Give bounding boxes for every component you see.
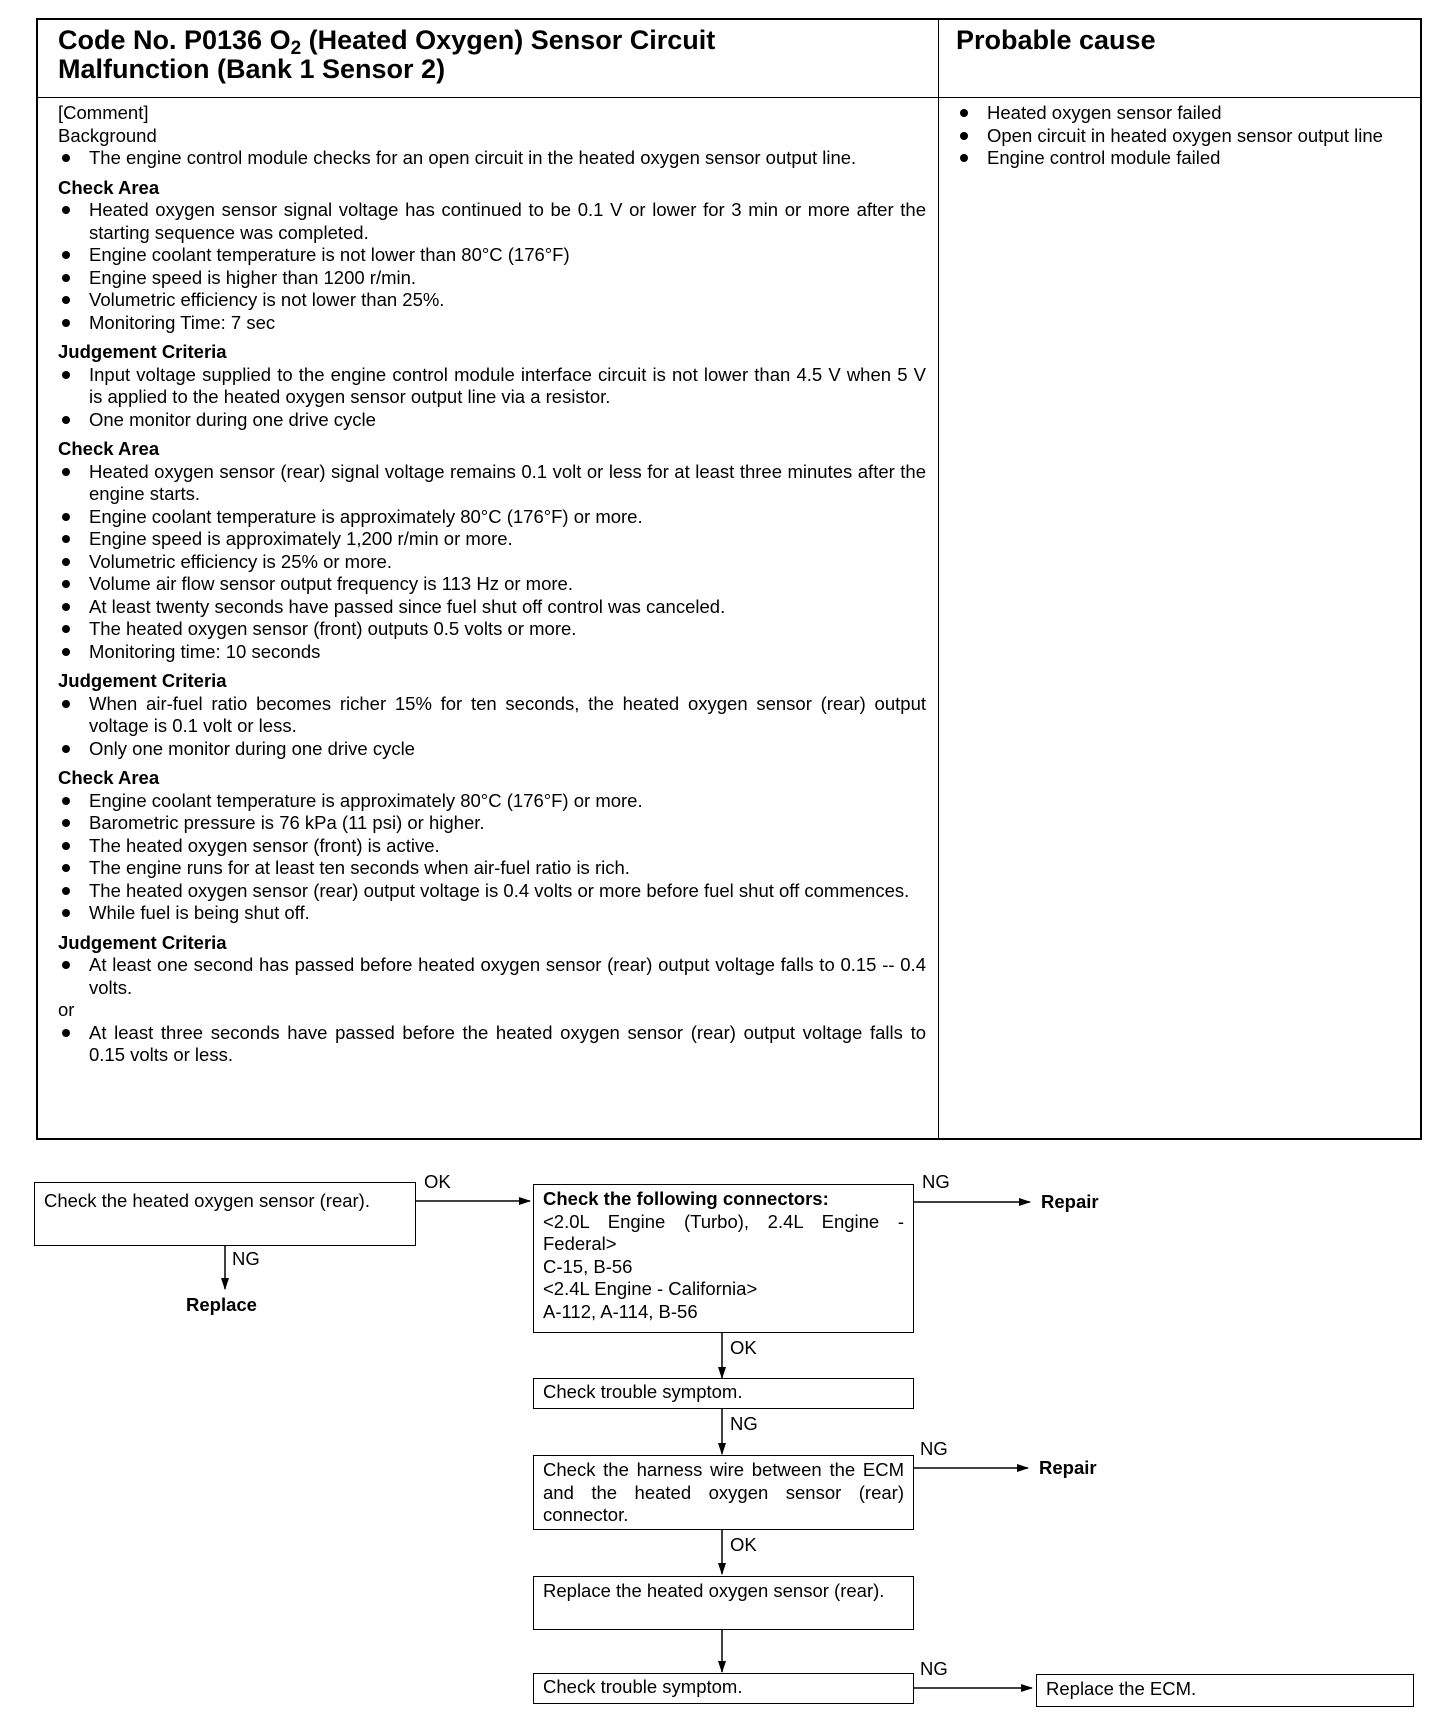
list-item: Monitoring Time: 7 sec	[58, 312, 926, 335]
list-item: Engine control module failed	[956, 147, 1404, 170]
connectors-line1: <2.0L Engine (Turbo), 2.4L Engine - Federal>	[543, 1210, 904, 1254]
list-item: Engine coolant temperature is approximately 80°C (176°F) or more.	[58, 790, 926, 813]
flow-box-replace-sensor	[533, 1576, 914, 1630]
or-label: or	[58, 999, 75, 1020]
repair-label: Repair	[1041, 1191, 1099, 1212]
section-title: Judgement Criteria	[58, 931, 227, 953]
list-item: Only one monitor during one drive cycle	[58, 738, 926, 761]
list-item: Monitoring time: 10 seconds	[58, 641, 926, 664]
section-title: Judgement Criteria	[58, 341, 227, 362]
list-item: The heated oxygen sensor (front) is active.	[58, 835, 926, 858]
repair-label: Repair	[1039, 1457, 1097, 1478]
list-item: Heated oxygen sensor failed	[956, 102, 1404, 125]
list-item: Volumetric efficiency is 25% or more.	[58, 551, 926, 574]
ok-label: OK	[424, 1171, 451, 1192]
connectors-line2: C-15, B-56	[543, 1255, 633, 1277]
ng-label: NG	[920, 1438, 948, 1459]
list-item: At least three seconds have passed before the heated oxygen sensor (rear) output voltage falls to 0.15 volts or less.	[58, 1022, 926, 1067]
list-item: One monitor during one drive cycle	[58, 409, 926, 432]
list-item: Engine coolant temperature is approximately 80°C (176°F) or more.	[58, 506, 926, 529]
list-item: Volumetric efficiency is not lower than 25%.	[58, 289, 926, 312]
section-title: Check Area	[58, 767, 160, 788]
flow-box-text: Check trouble symptom.	[543, 1676, 743, 1697]
ng-label: NG	[920, 1658, 948, 1679]
list-item: At least one second has passed before heated oxygen sensor (rear) output voltage falls to 0.15 -- 0.4 volts.	[58, 954, 926, 999]
list-item: Engine speed is higher than 1200 r/min.	[58, 267, 926, 290]
flow-box-text: Check the harness wire between the ECM and the heated oxygen sensor (rear) connector.	[543, 1459, 904, 1525]
title-rest: (Heated Oxygen) Sensor Circuit	[301, 25, 716, 55]
list-item: The engine control module checks for an open circuit in the heated oxygen sensor output line.	[58, 147, 926, 170]
flow-box-text: Check the heated oxygen sensor (rear).	[44, 1190, 370, 1211]
ng-label: NG	[232, 1248, 260, 1269]
list-item: Input voltage supplied to the engine control module interface circuit is not lower than 4.5 V when 5 V is applied to the heated oxygen sensor output line via a resistor.	[58, 364, 926, 409]
list-item: The engine runs for at least ten seconds when air-fuel ratio is rich.	[58, 857, 926, 880]
ng-label: NG	[922, 1171, 950, 1192]
section-title: Judgement Criteria	[58, 670, 227, 691]
list-item: While fuel is being shut off.	[58, 902, 926, 925]
flow-box-trouble-symptom-1	[533, 1378, 914, 1409]
connectors-line3: <2.4L Engine - California>	[543, 1278, 758, 1299]
comment-label: [Comment]	[58, 102, 149, 123]
list-item: Open circuit in heated oxygen sensor output line	[956, 125, 1404, 148]
list-item: The heated oxygen sensor (rear) output voltage is 0.4 volts or more before fuel shut off commences.	[58, 880, 926, 903]
list-item: Heated oxygen sensor (rear) signal voltage remains 0.1 volt or less for at least three minutes after the engine starts.	[58, 461, 926, 506]
flow-box-text: Replace the heated oxygen sensor (rear).	[543, 1580, 885, 1601]
connectors-line4: A-112, A-114, B-56	[543, 1300, 698, 1322]
title-line2: Malfunction (Bank 1 Sensor 2)	[58, 54, 446, 84]
list-item: At least twenty seconds have passed since fuel shut off control was canceled.	[58, 596, 926, 619]
list-item: Heated oxygen sensor signal voltage has continued to be 0.1 V or lower for 3 min or more after the starting sequence was completed.	[58, 199, 926, 244]
title-prefix: Code No. P0136 O	[58, 25, 291, 55]
list-item: Volume air flow sensor output frequency is 113 Hz or more.	[58, 573, 926, 596]
connectors-title: Check the following connectors:	[543, 1188, 829, 1209]
replace-label: Replace	[186, 1294, 257, 1315]
list-item: When air-fuel ratio becomes richer 15% for ten seconds, the heated oxygen sensor (rear) output voltage is 0.1 volt or less.	[58, 693, 926, 738]
probable-cause-heading: Probable cause	[956, 25, 1156, 55]
flow-box-replace-ecm	[1036, 1674, 1414, 1707]
section-title: Check Area	[58, 438, 160, 459]
flow-box-text: Replace the ECM.	[1046, 1678, 1197, 1699]
ok-label: OK	[730, 1337, 757, 1358]
list-item: Engine coolant temperature is not lower than 80°C (176°F)	[58, 244, 926, 267]
flow-box-check-sensor	[34, 1182, 416, 1246]
ok-label: OK	[730, 1534, 757, 1555]
list-item: Engine speed is approximately 1,200 r/min or more.	[58, 528, 926, 551]
ng-label: NG	[730, 1413, 758, 1434]
section-title: Check Area	[58, 176, 160, 198]
flow-box-trouble-symptom-2	[533, 1673, 914, 1704]
flow-box-check-connectors	[533, 1184, 914, 1333]
flow-box-check-harness	[533, 1455, 914, 1530]
list-item: The heated oxygen sensor (front) outputs 0.5 volts or more.	[58, 618, 926, 641]
list-item: Barometric pressure is 76 kPa (11 psi) or higher.	[58, 812, 926, 835]
flow-box-text: Check trouble symptom.	[543, 1381, 743, 1402]
title-subscript: 2	[290, 38, 302, 59]
background-label: Background	[58, 124, 157, 146]
